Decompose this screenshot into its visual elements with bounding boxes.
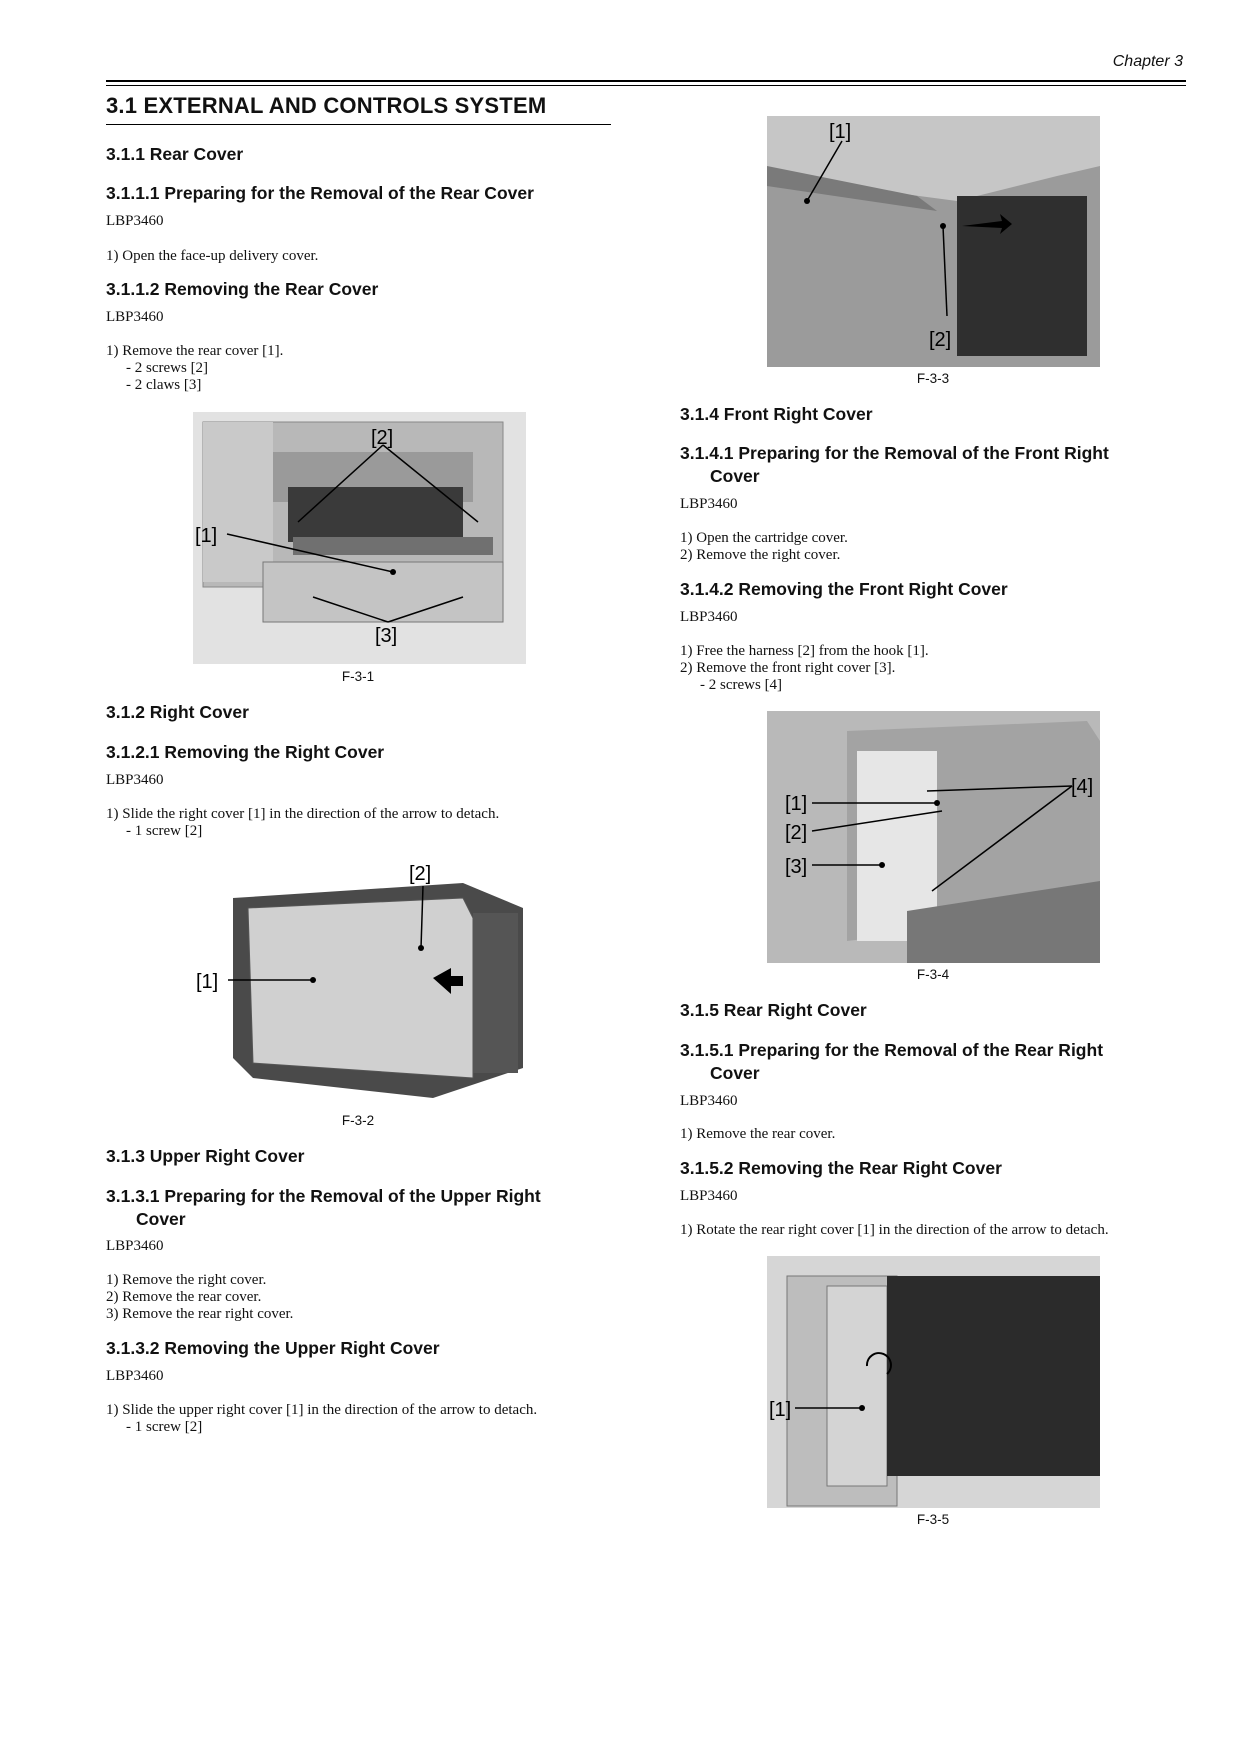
figure-caption: F-3-2 [341,1113,375,1128]
section-heading-3-1-5-2: 3.1.5.2 Removing the Rear Right Cover [680,1158,1002,1178]
step-subtext: - 1 screw [2] [126,1419,203,1435]
model-label: LBP3460 [680,496,738,512]
step-text: 1) Remove the rear cover [1]. [106,343,284,359]
step-text: 1) Slide the upper right cover [1] in the direction of the arrow to detach. [106,1402,538,1418]
callout-2: [2] [409,863,432,885]
figure-upper-right-cover-photo [767,116,1100,367]
figure-caption: F-3-3 [916,371,950,386]
section-heading-3-1-4: 3.1.4 Front Right Cover [680,404,873,424]
section-heading-3-1-4-1 [680,442,1180,488]
callout-4: [4] [1071,776,1094,798]
figure-caption: F-3-5 [916,1512,950,1527]
model-label: LBP3460 [106,213,164,229]
model-label: LBP3460 [680,1093,738,1109]
callout-3: [3] [375,625,398,647]
page-title: 3.1 EXTERNAL AND CONTROLS SYSTEM [106,93,547,118]
model-label: LBP3460 [680,609,738,625]
callout-2: [2] [929,329,952,351]
heading-line: 3.1.3.1 Preparing for the Removal of the Upper Right [106,1186,541,1206]
chapter-label: Chapter 3 [1112,53,1183,70]
heading-line: 3.1.5.1 Preparing for the Removal of the Rear Right [680,1040,1104,1060]
figure-caption: F-3-1 [341,669,375,684]
heading-line-continued: Cover [710,466,760,486]
step-subtext: - 1 screw [2] [126,823,203,839]
section-heading-3-1-1: 3.1.1 Rear Cover [106,144,244,164]
callout-1: [1] [769,1399,792,1421]
callout-2: [2] [785,822,808,844]
callout-2: [2] [371,427,394,449]
callout-1: [1] [785,793,808,815]
figure-rear-right-cover-photo [767,1256,1100,1508]
step-text: 1) Slide the right cover [1] in the direction of the arrow to detach. [106,806,500,822]
step-text: 1) Rotate the rear right cover [1] in the direction of the arrow to detach. [680,1222,1109,1238]
figure-rear-cover-photo [193,412,526,664]
step-text: 1) Remove the right cover. [106,1272,267,1288]
model-label: LBP3460 [106,1368,164,1384]
right-column [680,0,1195,1754]
callout-1: [1] [196,971,219,993]
step-text: 2) Remove the rear cover. [106,1289,262,1305]
section-heading-3-1-1-1: 3.1.1.1 Preparing for the Removal of the Rear Cover [106,183,534,203]
heading-line: 3.1.4.1 Preparing for the Removal of the Front Right [680,443,1109,463]
step-text: 3) Remove the rear right cover. [106,1306,294,1322]
section-heading-3-1-3: 3.1.3 Upper Right Cover [106,1146,305,1166]
model-label: LBP3460 [106,772,164,788]
model-label: LBP3460 [680,1188,738,1204]
callout-1: [1] [195,525,218,547]
step-text: 1) Open the face-up delivery cover. [106,248,319,264]
callout-1: [1] [829,121,852,143]
figure-caption: F-3-4 [916,967,950,982]
step-text: 1) Open the cartridge cover. [680,530,848,546]
step-text: 2) Remove the front right cover [3]. [680,660,896,676]
section-heading-3-1-5: 3.1.5 Rear Right Cover [680,1000,867,1020]
model-label: LBP3460 [106,1238,164,1254]
step-text: 1) Remove the rear cover. [680,1126,836,1142]
heading-line-continued: Cover [136,1209,186,1229]
left-column [106,0,621,1754]
heading-line-continued: Cover [710,1063,760,1083]
callout-3: [3] [785,856,808,878]
section-heading-3-1-5-1 [680,1039,1180,1085]
section-heading-3-1-4-2: 3.1.4.2 Removing the Front Right Cover [680,579,1008,599]
step-subtext: - 2 claws [3] [126,377,202,393]
section-heading-3-1-2-1: 3.1.2.1 Removing the Right Cover [106,742,385,762]
step-text: 1) Free the harness [2] from the hook [1]. [680,643,929,659]
section-heading-3-1-1-2: 3.1.1.2 Removing the Rear Cover [106,279,379,299]
section-heading-3-1-3-1 [106,1185,606,1231]
figure-right-cover-photo [193,858,526,1110]
section-heading-3-1-3-2: 3.1.3.2 Removing the Upper Right Cover [106,1338,440,1358]
step-subtext: - 2 screws [2] [126,360,209,376]
model-label: LBP3460 [106,309,164,325]
step-subtext: - 2 screws [4] [700,677,783,693]
section-heading-3-1-2: 3.1.2 Right Cover [106,702,249,722]
step-text: 2) Remove the right cover. [680,547,841,563]
figure-front-right-cover-photo [767,711,1100,963]
